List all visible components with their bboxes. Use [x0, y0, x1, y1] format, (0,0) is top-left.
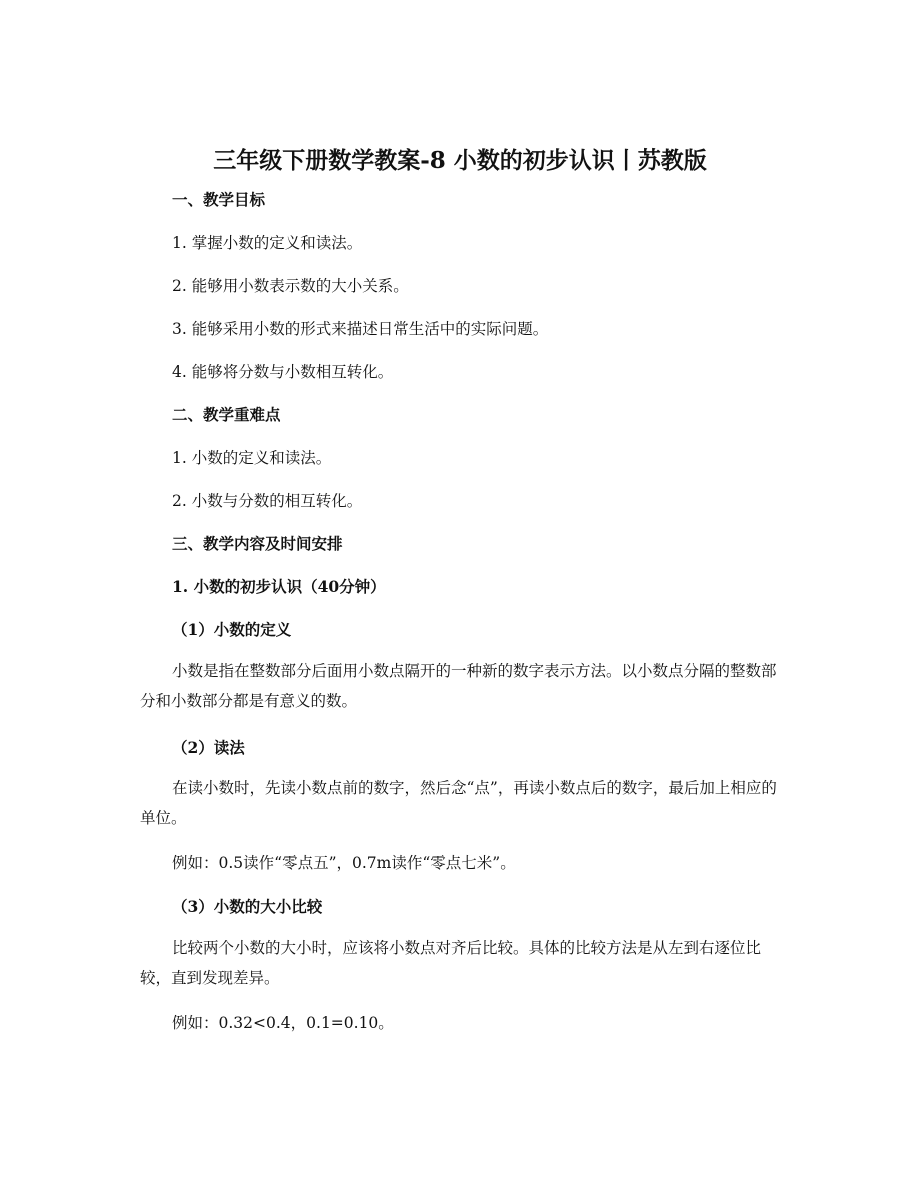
comparison-example: 例如：0.32<0.4，0.1=0.10。: [172, 1014, 394, 1032]
document-title: 三年级下册数学教案-8 小数的初步认识丨苏教版: [213, 147, 707, 174]
section-heading-key-points: 二、教学重难点: [172, 405, 281, 424]
section-heading-content: 三、教学内容及时间安排: [172, 534, 343, 553]
key-point-item: 2. 小数与分数的相互转化。: [172, 492, 363, 510]
reading-paragraph: 在读小数时，先读小数点前的数字，然后念“点”，再读小数点后的数字，最后加上相应的单位。: [140, 779, 777, 827]
part-heading-definition: （1）小数的定义: [172, 620, 292, 639]
reading-example: 例如：0.5读作“零点五”，0.7m读作“零点七米”。: [172, 854, 516, 872]
objective-item: 4. 能够将分数与小数相互转化。: [172, 363, 394, 381]
objective-item: 3. 能够采用小数的形式来描述日常生活中的实际问题。: [172, 320, 549, 338]
key-point-item: 1. 小数的定义和读法。: [172, 449, 332, 467]
definition-paragraph: 小数是指在整数部分后面用小数点隔开的一种新的数字表示方法。以小数点分隔的整数部分和小数部分都是有意义的数。: [140, 662, 777, 710]
objective-item: 1. 掌握小数的定义和读法。: [172, 234, 363, 252]
part-heading-reading: （2）读法: [172, 738, 245, 757]
objective-item: 2. 能够用小数表示数的大小关系。: [172, 277, 409, 295]
lesson-subheading: 1. 小数的初步认识（40分钟）: [172, 577, 386, 596]
part-heading-comparison: （3）小数的大小比较: [172, 897, 323, 916]
section-heading-objectives: 一、教学目标: [172, 190, 266, 209]
comparison-paragraph: 比较两个小数的大小时，应该将小数点对齐后比较。具体的比较方法是从左到右逐位比较，直到发现差异。: [140, 939, 762, 987]
